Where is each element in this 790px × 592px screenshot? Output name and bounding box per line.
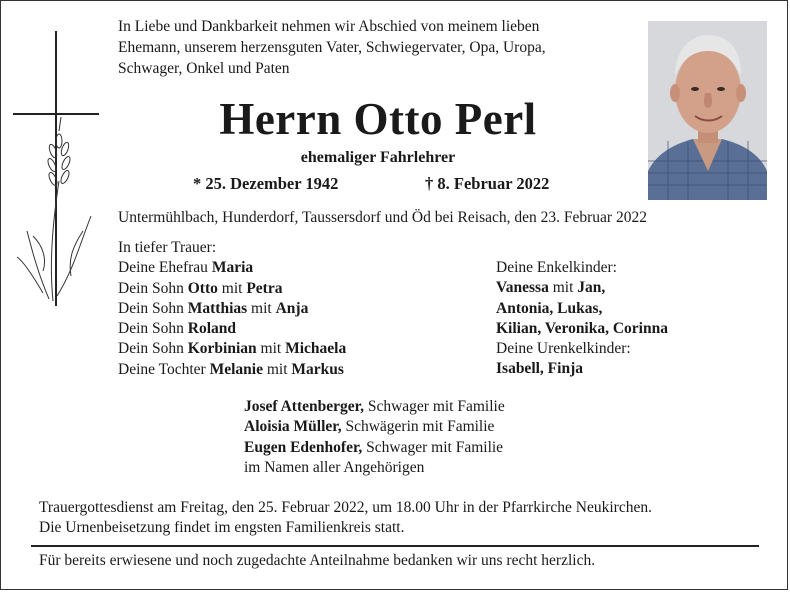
mourner-line: Dein Sohn Otto mit Petra	[118, 279, 283, 297]
place-and-date: Untermühlbach, Hunderdorf, Taussersdorf und Öd bei Reisach, den 23. Februar 2022	[118, 209, 647, 226]
mourner-line: Antonia, Lukas,	[496, 299, 603, 317]
mourner-line: Kilian, Veronika, Corinna	[496, 319, 668, 337]
divider	[31, 545, 759, 547]
great-grandchildren-heading: Deine Urenkelkinder:	[496, 340, 631, 358]
mourners-left	[118, 238, 346, 380]
grandchildren-heading: Deine Enkelkinder:	[496, 259, 617, 276]
thanks-text: Für bereits erwiesene und noch zugedachte Anteilnahme bedanken wir uns recht herzlich.	[39, 552, 596, 569]
deceased-profession: ehemaliger Fahrlehrer	[300, 149, 456, 166]
mourner-line: Isabell, Finja	[496, 360, 583, 378]
relatives	[244, 397, 505, 478]
mourner-line: Deine Ehefrau Maria	[118, 259, 254, 277]
intro-line: Ehemann, unserem herzensguten Vater, Schwiegervater, Opa, Uropa,	[118, 39, 546, 56]
service-line: Die Urnenbeisetzung findet im engsten Familienkreis statt.	[39, 519, 405, 537]
birth-date: * 25. Dezember 1942	[193, 174, 339, 193]
service-info	[39, 498, 652, 539]
mourners-heading: In tiefer Trauer:	[118, 239, 217, 256]
mourner-line: Dein Sohn Korbinian mit Michaela	[118, 340, 347, 358]
relative-line: Aloisia Müller, Schwägerin mit Familie	[244, 418, 495, 436]
mourner-line: Deine Tochter Melanie mit Markus	[118, 360, 344, 378]
relative-line: im Namen aller Angehörigen	[244, 458, 425, 476]
intro-text	[118, 16, 546, 79]
intro-line: In Liebe und Dankbarkeit nehmen wir Abschied von meinem lieben	[118, 18, 540, 35]
relative-line: Eugen Edenhofer, Schwager mit Familie	[244, 438, 504, 456]
mourner-line: Vanessa mit Jan,	[496, 279, 606, 297]
intro-line: Schwager, Onkel und Paten	[118, 60, 290, 77]
cross-with-wheat-icon	[13, 31, 103, 311]
portrait-photo	[648, 21, 767, 200]
relative-line: Josef Attenberger, Schwager mit Familie	[244, 398, 505, 415]
mourner-line: Dein Sohn Roland	[118, 320, 236, 338]
mourner-line: Dein Sohn Matthias mit Anja	[118, 299, 309, 317]
service-line: Trauergottesdienst am Freitag, den 25. Februar 2022, um 18.00 Uhr in der Pfarrkirche Neukirchen.	[39, 499, 652, 516]
mourners-right	[496, 258, 668, 380]
deceased-name: Herrn Otto Perl	[219, 94, 537, 144]
death-date: † 8. Februar 2022	[425, 174, 550, 193]
